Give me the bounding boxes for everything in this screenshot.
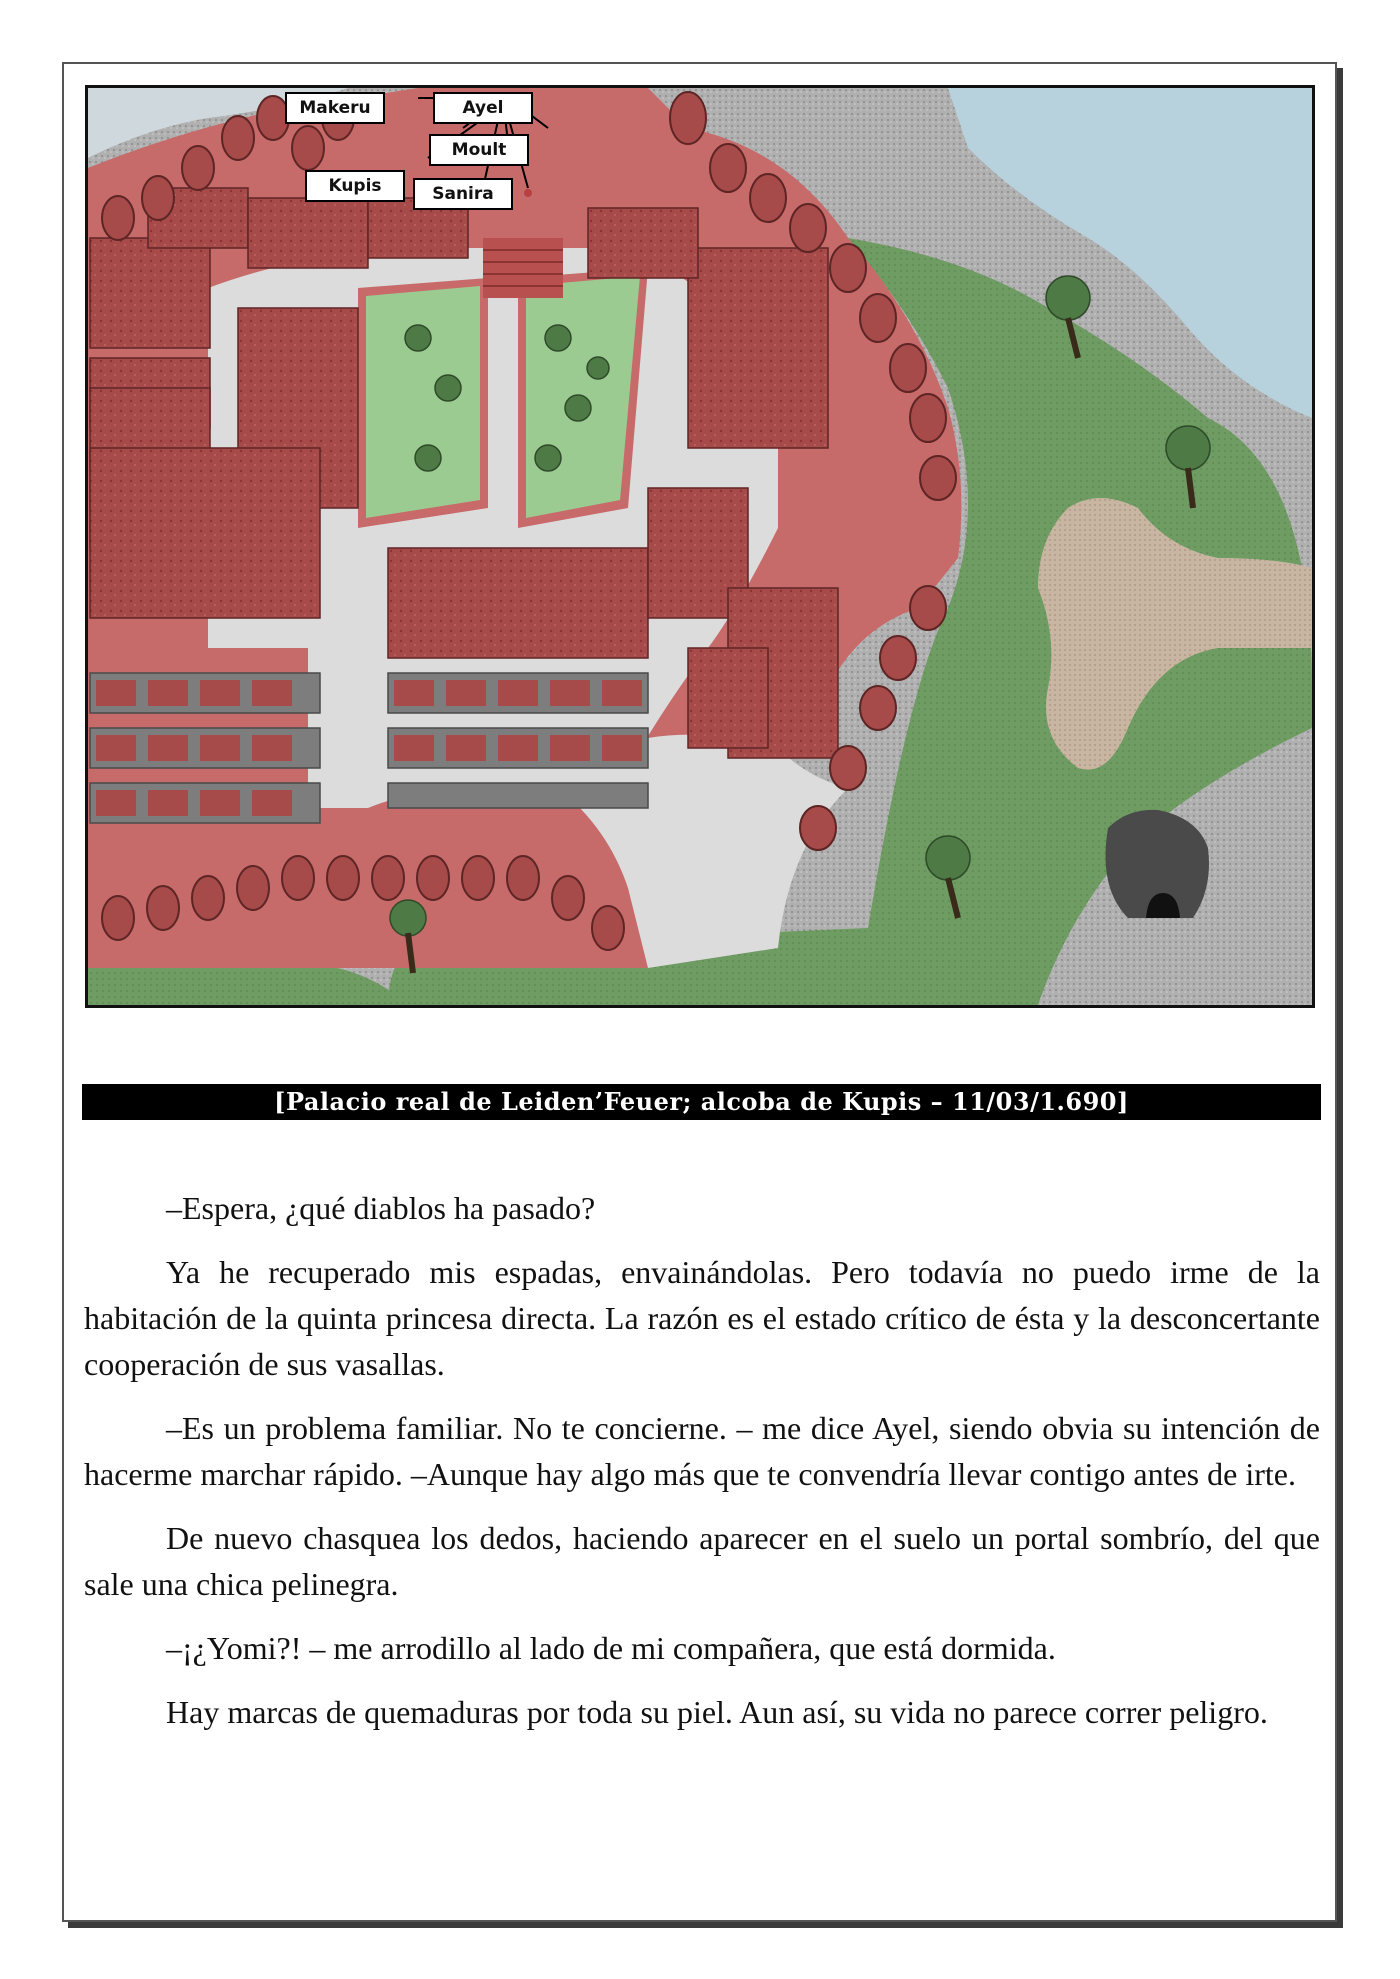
story-text <box>84 1185 1320 1753</box>
map-label-makeru: Makeru <box>285 92 385 124</box>
palace-stairs <box>483 238 563 298</box>
paragraph: –Espera, ¿qué diablos ha pasado? <box>166 1190 596 1226</box>
map-label-ayel: Ayel <box>433 92 533 124</box>
paragraph: Ya he recuperado mis espadas, envainándolas. Pero todavía no puedo irme de la habitación de la quinta princesa directa. La razón es el estado crítico de ésta y la desconcertante cooperación de sus vasallas. <box>84 1254 1320 1382</box>
city-map <box>85 85 1315 1008</box>
garden-left <box>366 286 480 518</box>
map-label-sanira: Sanira <box>413 178 513 210</box>
paragraph: –Es un problema familiar. No te concierne. – me dice Ayel, siendo obvia su intención de hacerme marchar rápido. –Aunque hay algo más que te convendría llevar contigo antes de irte. <box>84 1410 1320 1492</box>
paragraph: Hay marcas de quemaduras por toda su piel. Aun así, su vida no parece correr peligro. <box>166 1694 1268 1730</box>
scene-caption: [Palacio real de Leiden’Feuer; alcoba de Kupis – 11/03/1.690] <box>82 1084 1321 1120</box>
paragraph: De nuevo chasquea los dedos, haciendo aparecer en el suelo un portal sombrío, del que sale una chica pelinegra. <box>84 1520 1320 1602</box>
map-label-moult: Moult <box>429 134 529 166</box>
paragraph: –¡¿Yomi?! – me arrodillo al lado de mi compañera, que está dormida. <box>166 1630 1056 1666</box>
map-label-kupis: Kupis <box>305 170 405 202</box>
